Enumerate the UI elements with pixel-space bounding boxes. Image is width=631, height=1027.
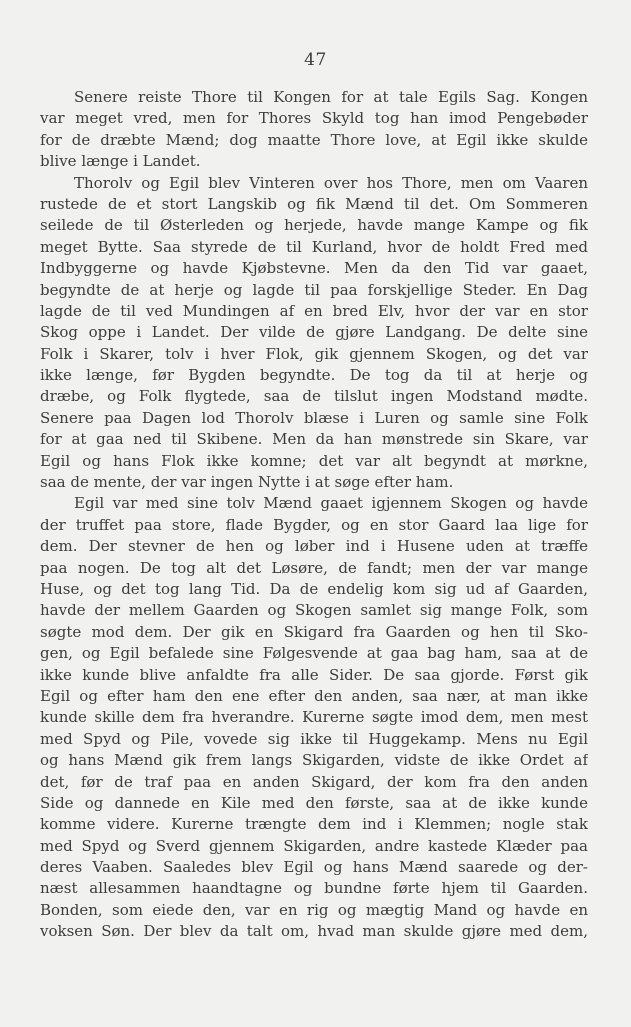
text-line: havde der mellem Gaarden og Skogen samlet sig mange Folk, som (40, 601, 588, 620)
text-line: søgte mod dem. Der gik en Skigard fra Gaarden og hen til Sko- (40, 622, 588, 641)
text-line: og hans Mænd gik frem langs Skigarden, vidste de ikke Ordet af (40, 751, 588, 770)
body-text (40, 87, 588, 943)
text-line: kunde skille dem fra hverandre. Kurerne søgte imod dem, men mest (40, 708, 588, 727)
text-line: Bonden, som eiede den, var en rig og mægtig Mand og havde en (40, 900, 588, 919)
text-line: Huse, og det tog lang Tid. Da de endelig kom sig ud af Gaarden, (40, 579, 588, 598)
text-line: var meget vred, men for Thores Skyld tog han imod Pengebøder (40, 109, 588, 128)
text-line: Skog oppe i Landet. Der vilde de gjøre Landgang. De delte sine (40, 323, 588, 342)
text-line: begyndte de at herje og lagde til paa forskjellige Steder. En Dag (40, 280, 588, 299)
text-line: ikke kunde blive anfaldte fra alle Sider. De saa gjorde. Først gik (40, 665, 588, 684)
text-line: Thorolv og Egil blev Vinteren over hos Thore, men om Vaaren (74, 173, 588, 192)
text-line: dræbe, og Folk flygtede, saa de tilslut ingen Modstand mødte. (40, 387, 588, 406)
text-line: Senere reiste Thore til Kongen for at tale Egils Sag. Kongen (74, 88, 588, 106)
text-line: blive længe i Landet. (40, 152, 201, 171)
page-number: 47 (304, 50, 327, 70)
text-line: Egil og hans Flok ikke komne; det var alt begyndt at mørkne, (40, 451, 588, 470)
text-line: for de dræbte Mænd; dog maatte Thore love, at Egil ikke skulde (40, 130, 588, 149)
text-line: lagde de til ved Mundingen af en bred Elv, hvor der var en stor (40, 301, 588, 320)
text-line: Egil og efter ham den ene efter den anden, saa nær, at man ikke (40, 686, 588, 705)
text-line: Folk i Skarer, tolv i hver Flok, gik gjennem Skogen, og det var (40, 344, 588, 363)
text-line: med Spyd og Sverd gjennem Skigarden, andre kastede Klæder paa (40, 836, 588, 855)
text-line: komme videre. Kurerne trængte dem ind i Klemmen; nogle stak (40, 815, 588, 834)
text-line: gen, og Egil befalede sine Følgesvende at gaa bag ham, saa at de (40, 644, 588, 663)
text-line: det, før de traf paa en anden Skigard, der kom fra den anden (40, 772, 588, 791)
text-line: meget Bytte. Saa styrede de til Kurland, hvor de holdt Fred med (40, 237, 588, 256)
text-line: der truffet paa store, flade Bygder, og en stor Gaard laa lige for (40, 515, 588, 534)
text-line: rustede de et stort Langskib og fik Mænd til det. Om Sommeren (40, 194, 588, 213)
text-line: for at gaa ned til Skibene. Men da han mønstrede sin Skare, var (40, 430, 588, 449)
text-line: Side og dannede en Kile med den første, saa at de ikke kunde (40, 793, 588, 812)
text-line: med Spyd og Pile, vovede sig ikke til Huggekamp. Mens nu Egil (40, 729, 588, 748)
text-line: Egil var med sine tolv Mænd gaaet igjennem Skogen og havde (74, 494, 588, 513)
text-line: Senere paa Dagen lod Thorolv blæse i Luren og samle sine Folk (40, 408, 588, 427)
text-line: ikke længe, før Bygden begyndte. De tog da til at herje og (40, 366, 588, 385)
text-line: dem. Der stevner de hen og løber ind i Husene uden at træffe (40, 537, 588, 556)
text-line: paa nogen. De tog alt det Løsøre, de fandt; men der var mange (40, 558, 588, 577)
text-line: næst allesammen haandtagne og bundne førte hjem til Gaarden. (40, 879, 588, 898)
text-line: Indbyggerne og havde Kjøbstevne. Men da den Tid var gaaet, (40, 259, 588, 278)
text-line: voksen Søn. Der blev da talt om, hvad man skulde gjøre med dem, (40, 922, 588, 941)
text-line: saa de mente, der var ingen Nytte i at søge efter ham. (40, 473, 454, 492)
text-line: seilede de til Østerleden og herjede, havde mange Kampe og fik (40, 216, 588, 235)
text-line: deres Vaaben. Saaledes blev Egil og hans Mænd saarede og der- (40, 858, 588, 877)
